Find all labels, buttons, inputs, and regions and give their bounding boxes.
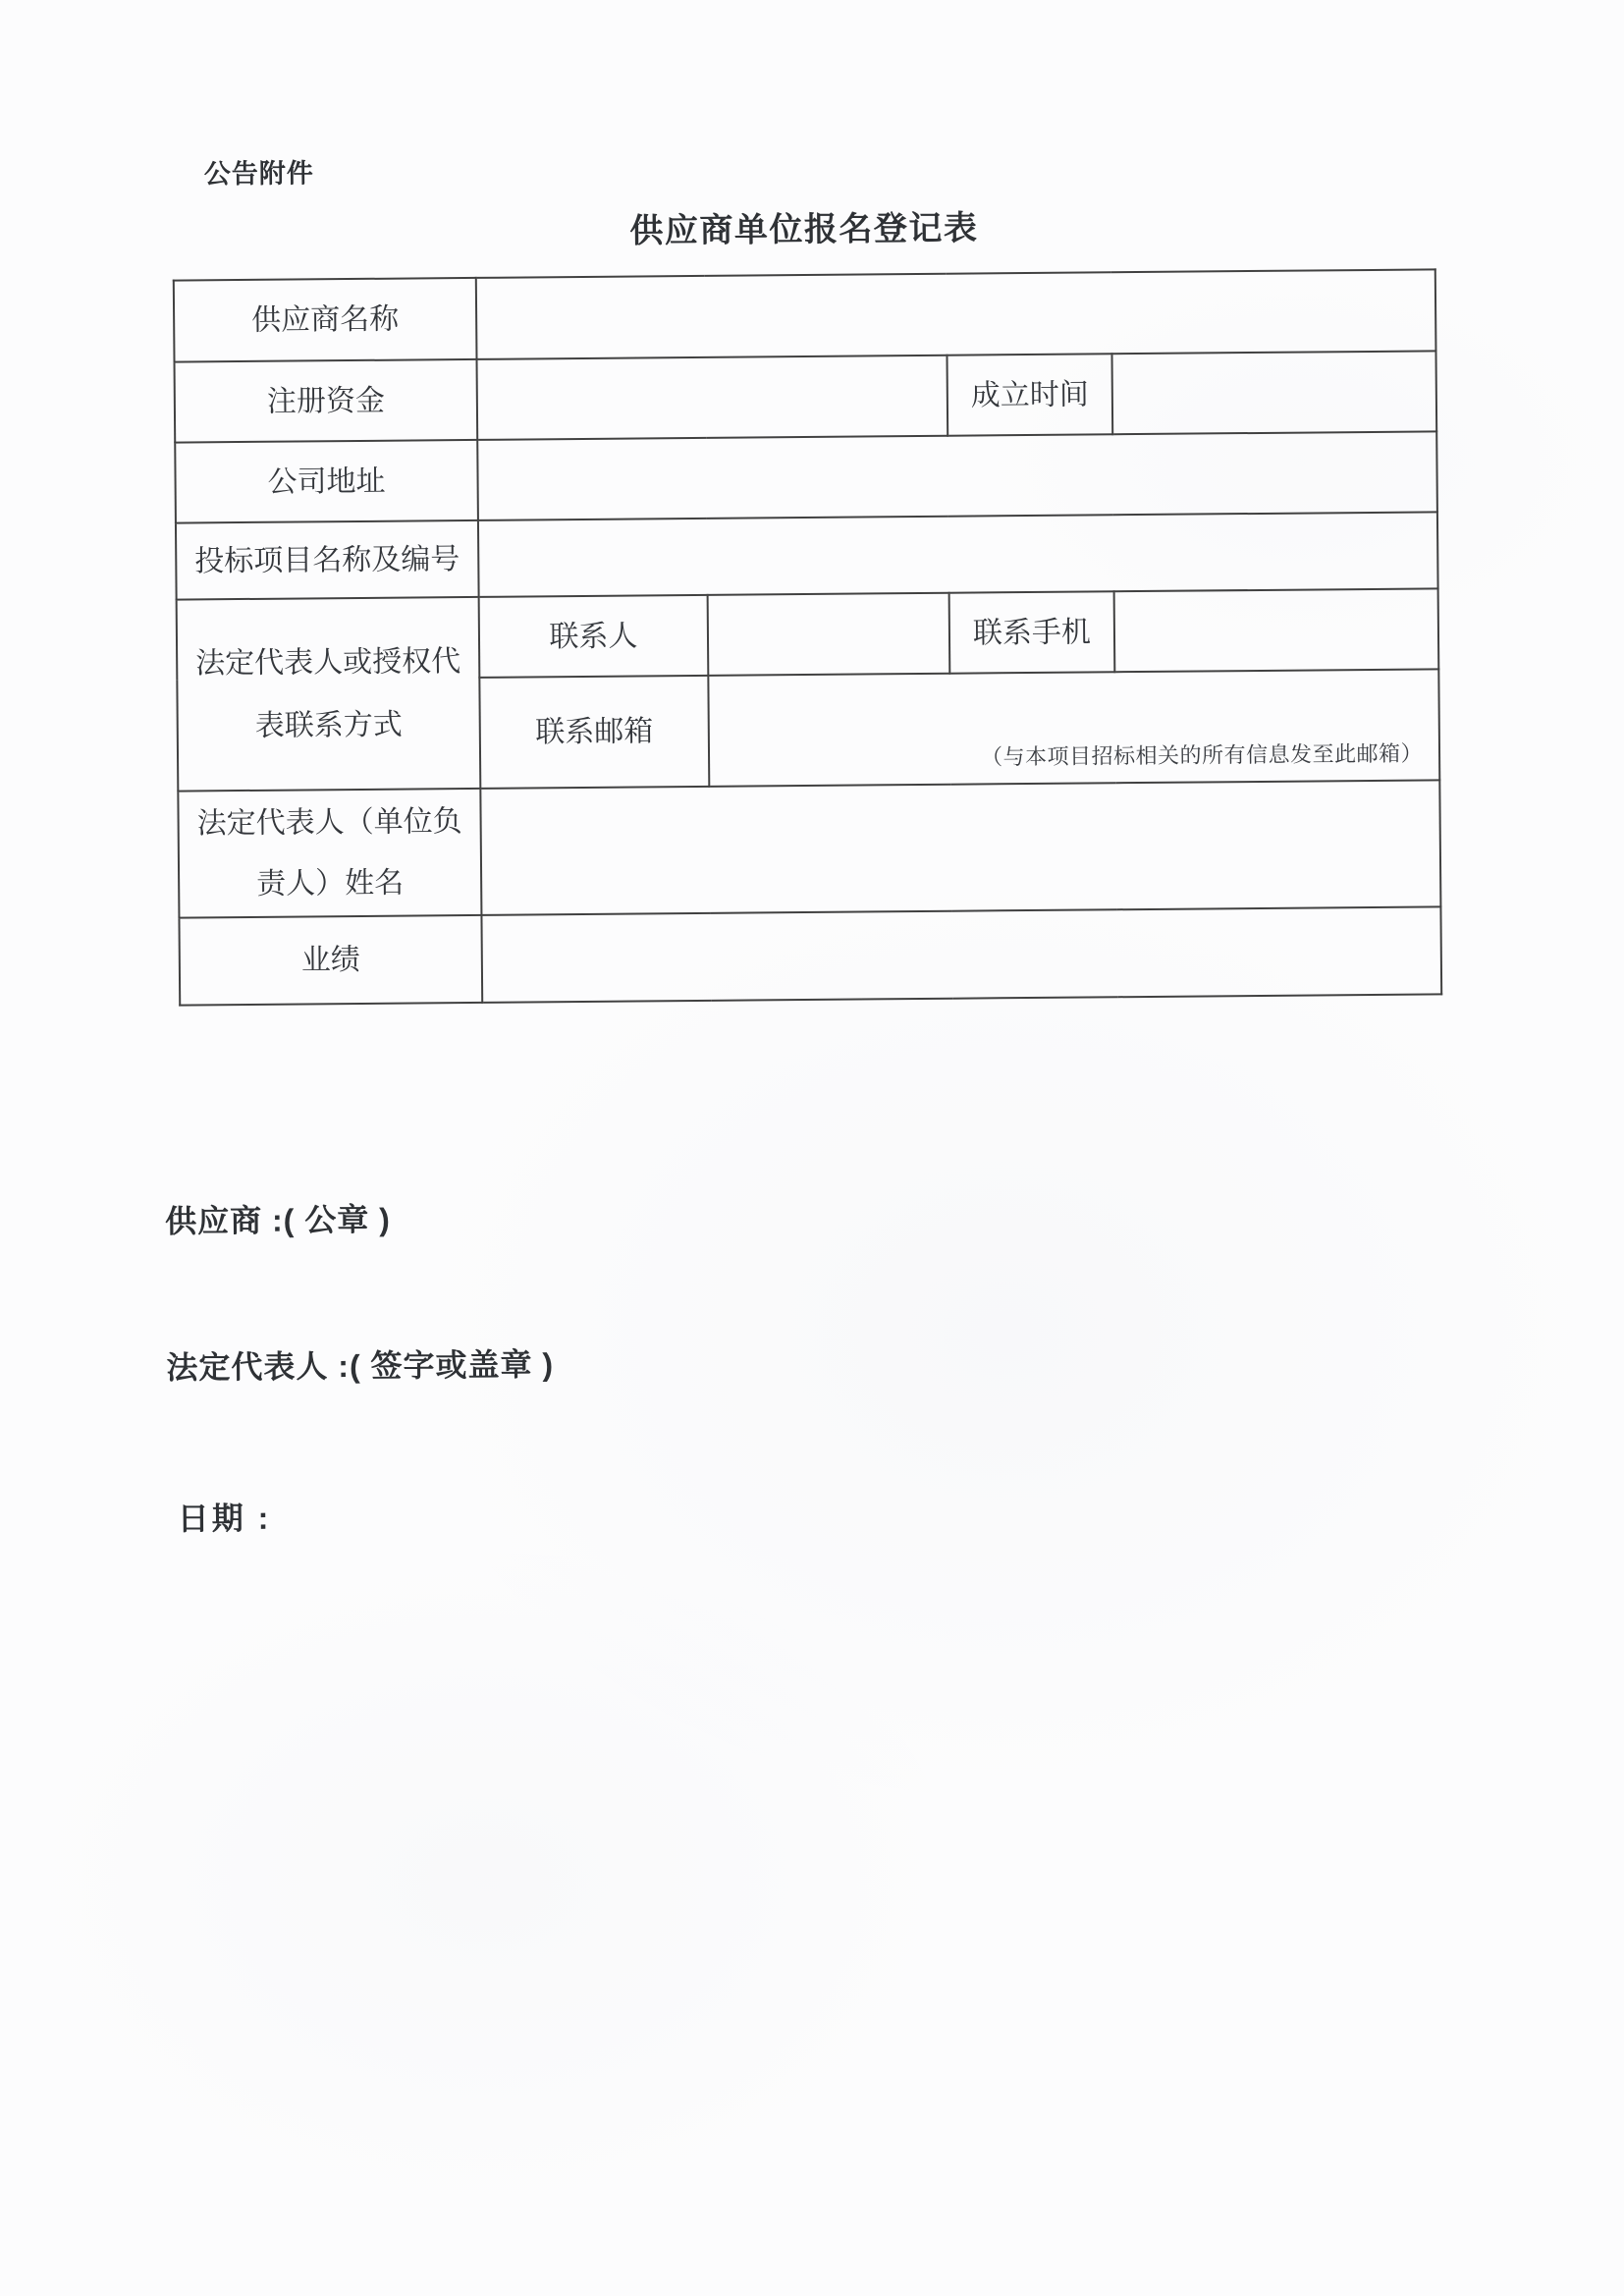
table-row: [175, 431, 1437, 522]
supplier-seal-line: 供应商 :( 公章 ): [164, 1201, 391, 1239]
contact-email-label: 联系邮箱: [479, 676, 709, 789]
performance-label: 业绩: [179, 915, 482, 1006]
table-row: [179, 906, 1441, 1005]
table-row: [176, 512, 1438, 599]
bid-project-label: 投标项目名称及编号: [176, 520, 479, 600]
date-line: 日期 :: [177, 1500, 272, 1537]
legal-rep-name-value-cell: [480, 780, 1440, 915]
registration-table: [173, 268, 1442, 1006]
contact-mobile-label: 联系手机: [949, 591, 1115, 673]
legal-rep-name-label: 法定代表人（单位负 责人）姓名: [178, 789, 481, 918]
company-address-label: 公司地址: [175, 440, 478, 523]
establish-time-label: 成立时间: [947, 354, 1112, 435]
supplier-name-label: 供应商名称: [174, 278, 477, 362]
table-row: [175, 351, 1437, 442]
legal-rep-sign-line: 法定代表人 :( 签字或盖章 ): [166, 1346, 555, 1386]
table-row: [177, 588, 1439, 680]
bid-project-value-cell: [478, 512, 1438, 597]
email-note: （与本项目招标相关的所有信息发至此邮箱）: [980, 740, 1424, 770]
registered-capital-value-cell: [477, 355, 948, 440]
table-row: [174, 269, 1436, 361]
contact-email-value-cell: [708, 669, 1439, 786]
contact-person-label: 联系人: [479, 595, 709, 678]
contact-mobile-value-cell: [1114, 588, 1439, 672]
legal-rep-contact-label: 法定代表人或授权代 表联系方式: [177, 597, 481, 792]
contact-person-value-cell: [708, 593, 950, 676]
attachment-heading: 公告附件: [203, 158, 314, 190]
performance-value-cell: [481, 906, 1441, 1003]
table-row: [178, 780, 1440, 917]
form-title: 供应商单位报名登记表: [629, 210, 979, 250]
supplier-name-value-cell: [476, 269, 1436, 359]
establish-time-value-cell: [1111, 351, 1436, 434]
company-address-value-cell: [477, 431, 1437, 520]
registered-capital-label: 注册资金: [175, 359, 478, 443]
